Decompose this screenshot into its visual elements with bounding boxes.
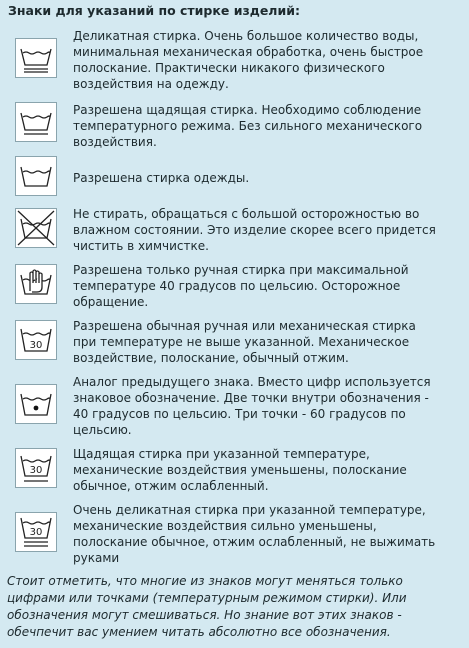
symbol-description-line: механические воздействия уменьшены, полоскание bbox=[73, 463, 407, 477]
symbol-description-line: температурного режима. Без сильного механического bbox=[73, 119, 423, 133]
closing-note bbox=[7, 573, 467, 641]
wash-temperature-label: 30 bbox=[29, 340, 43, 351]
symbol-description-line: 40 градусов по цельсию. Три точки - 60 градусов по bbox=[73, 407, 406, 421]
symbol-description-line: Разрешена только ручная стирка при максимальной bbox=[73, 263, 409, 277]
symbol-description-line: Разрешена стирка одежды. bbox=[73, 171, 250, 185]
page-title: Знаки для указаний по стирке изделий: bbox=[8, 3, 300, 18]
wash-30-very-gentle-icon bbox=[15, 512, 57, 552]
symbol-description-line: воздействия. bbox=[73, 135, 157, 149]
symbol-description-line: чистить в химчистке. bbox=[73, 239, 209, 253]
symbol-description-line: Разрешена щадящая стирка. Необходимо соблюдение bbox=[73, 103, 422, 117]
closing-note-line: обозначения могут смешиваться. Но знание вот этих знаков - bbox=[7, 608, 402, 622]
wash-delicate-icon bbox=[15, 102, 57, 142]
symbol-description-line: Деликатная стирка. Очень большое количество воды, bbox=[73, 29, 419, 43]
symbol-description-line: руками bbox=[73, 551, 120, 565]
symbol-description-line: при температуре не выше указанной. Механическое bbox=[73, 335, 410, 349]
wash-temperature-label: 30 bbox=[29, 527, 43, 538]
wash-one-dot-icon bbox=[15, 384, 57, 424]
wash-temperature-label: 30 bbox=[29, 465, 43, 476]
symbol-description-line: Разрешена обычная ручная или механическая стирка bbox=[73, 319, 416, 333]
symbol-description-line: воздействия на одежду. bbox=[73, 77, 229, 91]
hand-wash-icon bbox=[15, 264, 57, 304]
closing-note-line: обечпечит вас умением читать абсолютно все обозначения. bbox=[7, 625, 391, 639]
wash-very-delicate-icon bbox=[15, 38, 57, 78]
symbol-description-line: обычное, отжим ослабленный. bbox=[73, 479, 269, 493]
symbol-description-line: Не стирать, обращаться с большой осторожностью во bbox=[73, 207, 420, 221]
do-not-wash-icon bbox=[15, 208, 57, 248]
symbol-description-line: знаковое обозначение. Две точки внутри обозначения - bbox=[73, 391, 429, 405]
closing-note-line: цифрами или точками (температурным режимом стирки). Или bbox=[7, 591, 407, 605]
symbol-description-line: механические воздействия сильно уменьшены, bbox=[73, 519, 377, 533]
symbol-description-line: Аналог предыдущего знака. Вместо цифр используется bbox=[73, 375, 431, 389]
symbol-description-line: минимальная механическая обработка, очень быстрое bbox=[73, 45, 424, 59]
wash-allowed-icon bbox=[15, 156, 57, 196]
symbol-description-line: полоскание. Практически никакого физического bbox=[73, 61, 385, 75]
wash-30-icon bbox=[15, 320, 57, 360]
symbol-description-line: обращение. bbox=[73, 295, 149, 309]
symbol-description-line: Щадящая стирка при указанной температуре, bbox=[73, 447, 370, 461]
closing-note-line: Стоит отметить, что многие из знаков могут меняться только bbox=[7, 574, 403, 588]
symbol-description-line: температуре 40 градусов по цельсию. Осторожное bbox=[73, 279, 401, 293]
wash-30-gentle-icon bbox=[15, 448, 57, 488]
symbol-description-line: полоскание обычное, отжим ослабленный, не выжимать bbox=[73, 535, 436, 549]
symbol-description-line: Очень деликатная стирка при указанной температуре, bbox=[73, 503, 426, 517]
symbol-description-line: влажном состоянии. Это изделие скорее всего придется bbox=[73, 223, 436, 237]
symbol-description-line: цельсию. bbox=[73, 423, 132, 437]
symbol-description-line: воздействие, полоскание, обычный отжим. bbox=[73, 351, 349, 365]
